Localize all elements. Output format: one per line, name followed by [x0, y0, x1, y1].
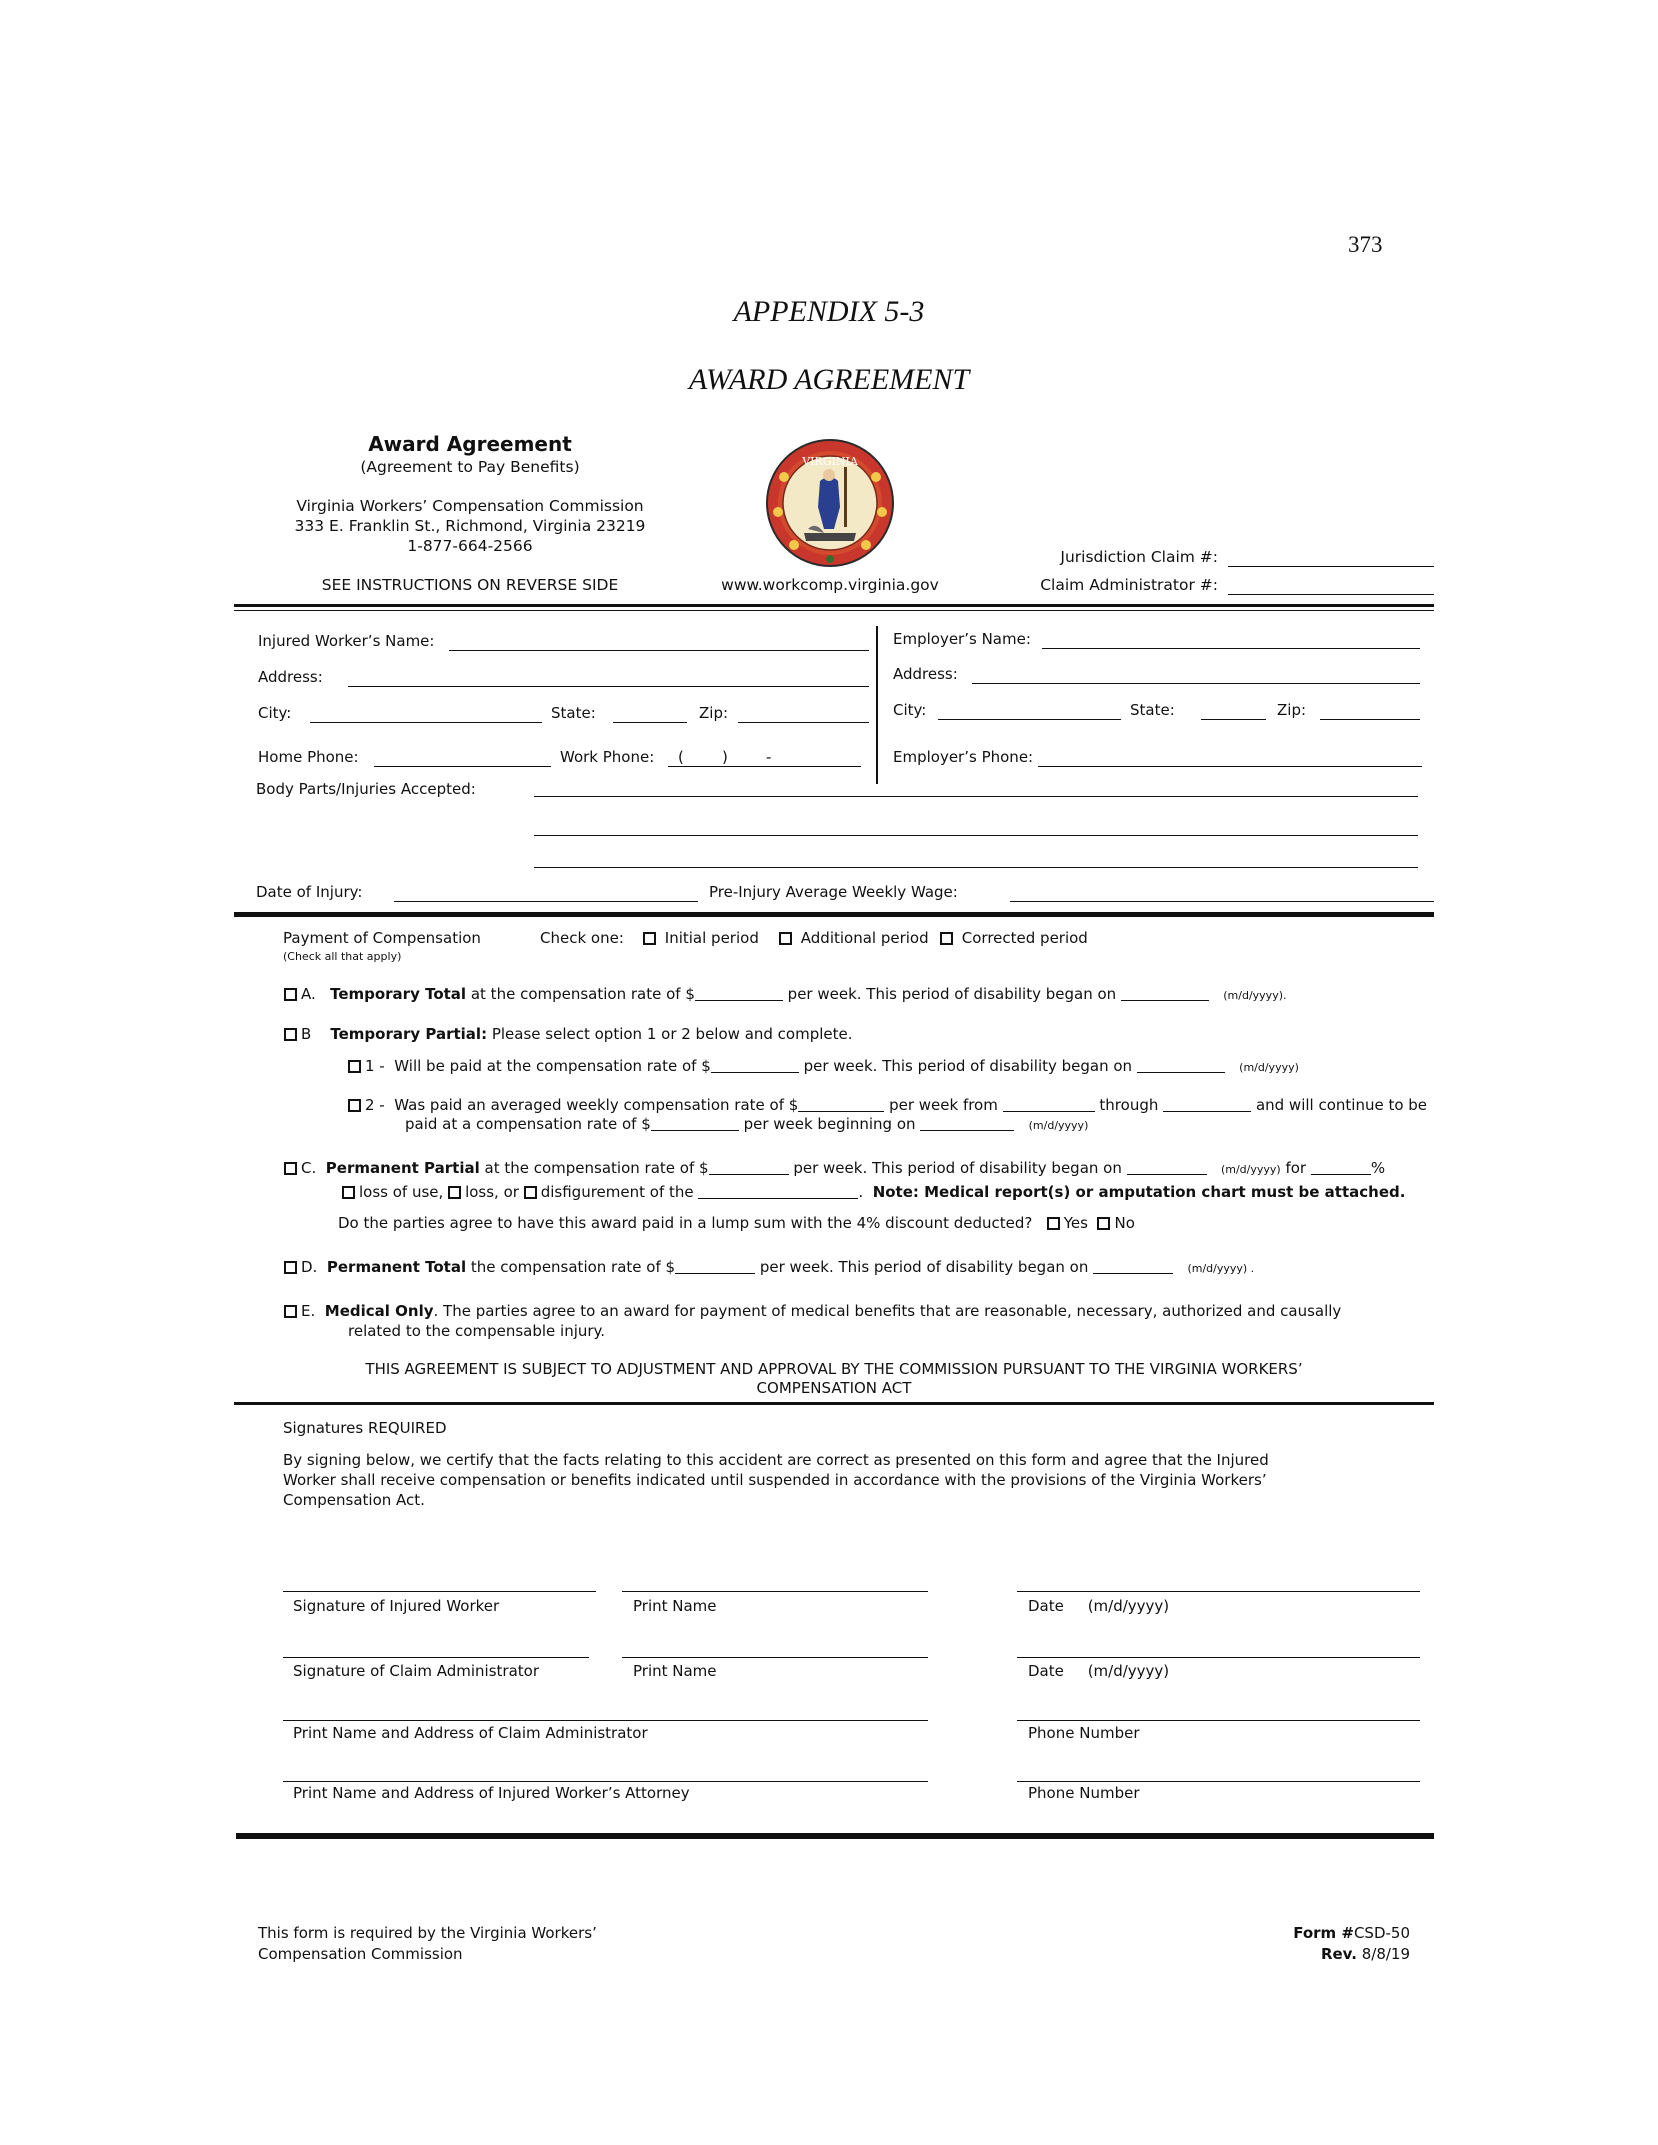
certify-line3: Compensation Act.	[283, 1491, 425, 1509]
payment-subheading: (Check all that apply)	[283, 950, 402, 963]
employer-city-label: City:	[893, 701, 927, 719]
option-d-date-format: (m/d/yyyy) .	[1187, 1262, 1255, 1275]
employer-address-input[interactable]	[972, 683, 1420, 684]
option-e-title: Medical Only	[324, 1302, 434, 1320]
option-b2-row	[348, 1096, 1427, 1114]
form-number-label: Form #	[1293, 1924, 1354, 1942]
section-divider	[876, 626, 878, 784]
option-d-text1: the compensation rate of $	[470, 1258, 676, 1276]
header-divider-thin	[234, 610, 1434, 611]
employer-phone-label: Employer’s Phone:	[893, 748, 1034, 766]
employer-city-input[interactable]	[938, 719, 1121, 720]
option-b2-rate2-input[interactable]	[651, 1116, 739, 1131]
body-parts-input-1[interactable]	[534, 796, 1418, 797]
amputation-note: Note: Medical report(s) or amputation chart must be attached.	[872, 1183, 1406, 1201]
rev-date: 8/8/19	[1361, 1945, 1410, 1963]
weekly-wage-input[interactable]	[1010, 901, 1434, 902]
certify-line2: Worker shall receive compensation or benefits indicated until suspended in accordance with the provisions of the Virginia Workers’	[283, 1471, 1267, 1489]
admin-address-input[interactable]	[283, 1720, 928, 1721]
footer-required-line2: Compensation Commission	[258, 1945, 463, 1963]
option-b1-num: 1 -	[365, 1057, 385, 1075]
sig-admin-input[interactable]	[283, 1657, 589, 1658]
employer-phone-input[interactable]	[1038, 766, 1422, 767]
subject-notice-line2: COMPENSATION ACT	[756, 1379, 912, 1397]
admin-address-label: Print Name and Address of Claim Administrator	[293, 1724, 648, 1742]
option-c-title: Permanent Partial	[325, 1159, 480, 1177]
option-b-letter: B	[301, 1025, 312, 1043]
print-name-2-label: Print Name	[633, 1662, 717, 1680]
option-c-text1: at the compensation rate of $	[484, 1159, 709, 1177]
option-b1-text2: per week. This period of disability began on	[803, 1057, 1133, 1075]
lump-sum-yes-label: Yes	[1063, 1214, 1088, 1232]
subject-notice-line1: THIS AGREEMENT IS SUBJECT TO ADJUSTMENT AND APPROVAL BY THE COMMISSION PURSUANT TO THE VIRGINIA WORKERS’	[365, 1360, 1303, 1378]
injury-divider	[234, 912, 1434, 917]
disfigurement-input[interactable]	[698, 1184, 858, 1199]
print-name-2-input[interactable]	[622, 1657, 928, 1658]
option-a-text1: at the compensation rate of $	[470, 985, 695, 1003]
loss-of-use-label: loss of use,	[359, 1183, 444, 1201]
date-2-input[interactable]	[1017, 1657, 1420, 1658]
instructions-note: SEE INSTRUCTIONS ON REVERSE SIDE	[321, 576, 619, 594]
option-c-loss-row: loss of use, loss, or disfigurement of the . Note: Medical report(s) or amputation chart must be attached.	[342, 1183, 1405, 1201]
option-a-date-input[interactable]	[1121, 986, 1209, 1001]
option-d-row	[284, 1258, 1254, 1276]
period-initial[interactable]	[643, 929, 759, 947]
option-c-date-input[interactable]	[1127, 1160, 1207, 1175]
footer-rev	[1321, 1945, 1410, 1963]
loss-of-use-checkbox[interactable]	[342, 1186, 355, 1199]
claim-admin-input[interactable]	[1228, 594, 1434, 595]
employer-zip-input[interactable]	[1320, 719, 1420, 720]
worker-city-label: City:	[258, 704, 292, 722]
option-b2-checkbox[interactable]	[348, 1099, 361, 1112]
lump-sum-no-label: No	[1114, 1214, 1135, 1232]
phone-2-label: Phone Number	[1028, 1784, 1140, 1802]
option-b2-date-format: (m/d/yyyy)	[1028, 1119, 1089, 1132]
option-b2-text2: per week from	[889, 1096, 998, 1114]
option-c-rate-input[interactable]	[709, 1160, 789, 1175]
option-b2-text3: through	[1099, 1096, 1159, 1114]
option-c-row	[284, 1159, 1385, 1177]
header-divider	[234, 604, 1434, 607]
option-b1-date-input[interactable]	[1137, 1058, 1225, 1073]
option-a-checkbox[interactable]	[284, 988, 297, 1001]
option-a-text2: per week. This period of disability began on	[787, 985, 1117, 1003]
option-e-letter: E.	[301, 1302, 316, 1320]
option-a-row	[284, 985, 1287, 1003]
lump-sum-yes-checkbox[interactable]	[1047, 1217, 1060, 1230]
option-b2-line2-text1: paid at a compensation rate of $	[405, 1115, 651, 1133]
option-e-checkbox[interactable]	[284, 1305, 297, 1318]
weekly-wage-label: Pre-Injury Average Weekly Wage:	[709, 883, 958, 901]
option-d-rate-input[interactable]	[675, 1259, 755, 1274]
option-b2-begin-input[interactable]	[920, 1116, 1014, 1131]
website: www.workcomp.virginia.gov	[721, 576, 939, 594]
option-b2-text1: Was paid an averaged weekly compensation rate of $	[394, 1096, 799, 1114]
loss-checkbox[interactable]	[448, 1186, 461, 1199]
date-1-label: Date (m/d/yyyy)	[1028, 1597, 1170, 1615]
option-b1-checkbox[interactable]	[348, 1060, 361, 1073]
worker-name-input[interactable]	[449, 650, 869, 651]
option-c-letter: C.	[301, 1159, 317, 1177]
jurisdiction-claim-label: Jurisdiction Claim #:	[1060, 548, 1218, 566]
worker-work-phone-mask: ( ) -	[678, 748, 772, 766]
employer-state-input[interactable]	[1201, 719, 1266, 720]
payment-heading: Payment of Compensation	[283, 929, 481, 947]
option-b1-date-format: (m/d/yyyy)	[1239, 1061, 1299, 1074]
agency-phone: 1-877-664-2566	[407, 537, 533, 555]
employer-state-label: State:	[1130, 701, 1175, 719]
employer-name-input[interactable]	[1042, 648, 1420, 649]
form-title: Award Agreement	[368, 432, 572, 456]
option-c-percent: %	[1370, 1159, 1386, 1177]
employer-name-label: Employer’s Name:	[893, 630, 1031, 648]
employer-zip-label: Zip:	[1277, 701, 1307, 719]
attorney-address-input[interactable]	[283, 1781, 928, 1782]
option-b2-line2-text2: per week beginning on	[743, 1115, 916, 1133]
option-b-text: Please select option 1 or 2 below and complete.	[491, 1025, 853, 1043]
sig-admin-label: Signature of Claim Administrator	[293, 1662, 539, 1680]
worker-state-input[interactable]	[613, 722, 687, 723]
disfigurement-label: disfigurement of the	[540, 1183, 694, 1201]
period-corrected[interactable]	[940, 929, 1088, 947]
option-b1-rate-input[interactable]	[711, 1058, 799, 1073]
option-c-text2: per week. This period of disability began on	[793, 1159, 1122, 1177]
seal-text: VIRGINIA	[802, 455, 858, 468]
loss-label: loss, or	[465, 1183, 519, 1201]
agency-name: Virginia Workers’ Compensation Commission	[296, 497, 644, 515]
body-parts-input-3[interactable]	[534, 867, 1418, 868]
employer-address-label: Address:	[893, 665, 958, 683]
form-number-value: CSD-50	[1353, 1924, 1410, 1942]
period-corrected-label: Corrected period	[961, 929, 1088, 947]
option-b1-text1: Will be paid at the compensation rate of $	[394, 1057, 711, 1075]
footer-required-line1: This form is required by the Virginia Workers’	[258, 1924, 597, 1942]
worker-zip-label: Zip:	[699, 704, 729, 722]
agency-address: 333 E. Franklin St., Richmond, Virginia 23219	[294, 517, 646, 535]
attorney-address-label: Print Name and Address of Injured Worker’s Attorney	[293, 1784, 690, 1802]
phone-1-input[interactable]	[1017, 1720, 1420, 1721]
option-a-date-format: (m/d/yyyy).	[1223, 989, 1287, 1002]
body-parts-input-2[interactable]	[534, 835, 1418, 836]
period-initial-label: Initial period	[664, 929, 759, 947]
option-d-title: Permanent Total	[326, 1258, 467, 1276]
claim-admin-label: Claim Administrator #:	[1040, 576, 1218, 594]
print-name-1-input[interactable]	[622, 1591, 928, 1592]
lump-sum-no-checkbox[interactable]	[1097, 1217, 1110, 1230]
signatures-heading: Signatures REQUIRED	[283, 1419, 447, 1437]
lump-sum-question: Do the parties agree to have this award paid in a lump sum with the 4% discount deducted?	[338, 1214, 1033, 1232]
option-e-text1: . The parties agree to an award for payment of medical benefits that are reasonable, necessary, authorized and causally	[433, 1302, 1342, 1320]
certify-line1: By signing below, we certify that the facts relating to this accident are correct as presented on this form and agree that the Injured	[283, 1451, 1269, 1469]
option-a-letter: A.	[301, 985, 316, 1003]
option-b2-text4: and will continue to be	[1255, 1096, 1428, 1114]
period-additional-checkbox[interactable]	[779, 932, 792, 945]
disfigurement-checkbox[interactable]	[524, 1186, 537, 1199]
option-b2-row-2	[405, 1115, 1088, 1133]
lump-sum-row	[338, 1214, 1135, 1232]
worker-work-phone-label: Work Phone:	[560, 748, 655, 766]
page-number: 373	[1348, 232, 1383, 257]
sig-worker-input[interactable]	[283, 1591, 596, 1592]
worker-city-input[interactable]	[310, 722, 542, 723]
option-b-title: Temporary Partial:	[330, 1025, 488, 1043]
option-c-date-format: (m/d/yyyy)	[1220, 1163, 1281, 1176]
jurisdiction-claim-input[interactable]	[1228, 566, 1434, 567]
option-e-text2: related to the compensable injury.	[348, 1322, 606, 1340]
worker-name-label: Injured Worker’s Name:	[258, 632, 435, 650]
date-of-injury-input[interactable]	[394, 901, 698, 902]
payment-divider	[234, 1402, 1434, 1405]
worker-home-phone-input[interactable]	[374, 766, 551, 767]
option-a-title: Temporary Total	[330, 985, 467, 1003]
option-b2-from-input[interactable]	[1003, 1097, 1095, 1112]
option-b-checkbox[interactable]	[284, 1028, 297, 1041]
appendix-title: APPENDIX 5-3	[733, 295, 925, 328]
option-d-letter: D.	[301, 1258, 318, 1276]
period-initial-checkbox[interactable]	[643, 932, 656, 945]
sig-worker-label: Signature of Injured Worker	[293, 1597, 500, 1615]
option-b-row	[284, 1025, 853, 1043]
worker-address-label: Address:	[258, 668, 323, 686]
option-c-checkbox[interactable]	[284, 1162, 297, 1175]
date-of-injury-label: Date of Injury:	[256, 883, 363, 901]
option-b2-num: 2 -	[365, 1096, 385, 1114]
option-d-text2: per week. This period of disability began on	[759, 1258, 1089, 1276]
phone-2-input[interactable]	[1017, 1781, 1420, 1782]
option-d-date-input[interactable]	[1093, 1259, 1173, 1274]
rev-label: Rev.	[1320, 1945, 1357, 1963]
period-additional[interactable]	[779, 929, 929, 947]
virginia-seal-icon	[764, 437, 896, 569]
signatures-divider	[236, 1833, 1434, 1839]
worker-address-input[interactable]	[348, 686, 869, 687]
worker-zip-input[interactable]	[738, 722, 869, 723]
print-name-1-label: Print Name	[633, 1597, 717, 1615]
period-additional-label: Additional period	[800, 929, 929, 947]
option-a-rate-input[interactable]	[695, 986, 783, 1001]
worker-work-phone-input[interactable]	[668, 766, 861, 767]
date-1-input[interactable]	[1017, 1591, 1420, 1592]
worker-state-label: State:	[551, 704, 596, 722]
option-e-row	[284, 1302, 1341, 1320]
phone-1-label: Phone Number	[1028, 1724, 1140, 1742]
period-corrected-checkbox[interactable]	[940, 932, 953, 945]
option-b1-row	[348, 1057, 1299, 1075]
option-b2-through-input[interactable]	[1163, 1097, 1251, 1112]
form-subtitle: (Agreement to Pay Benefits)	[360, 458, 580, 476]
option-c-for: for	[1285, 1159, 1307, 1177]
check-one-label: Check one:	[540, 929, 624, 947]
body-parts-label: Body Parts/Injuries Accepted:	[256, 780, 476, 798]
footer-form-number	[1293, 1924, 1410, 1942]
appendix-subtitle: AWARD AGREEMENT	[688, 363, 970, 396]
option-b2-rate-input[interactable]	[798, 1097, 884, 1112]
date-2-label: Date (m/d/yyyy)	[1028, 1662, 1170, 1680]
option-c-percent-input[interactable]	[1311, 1160, 1371, 1175]
option-d-checkbox[interactable]	[284, 1261, 297, 1274]
worker-home-phone-label: Home Phone:	[258, 748, 359, 766]
